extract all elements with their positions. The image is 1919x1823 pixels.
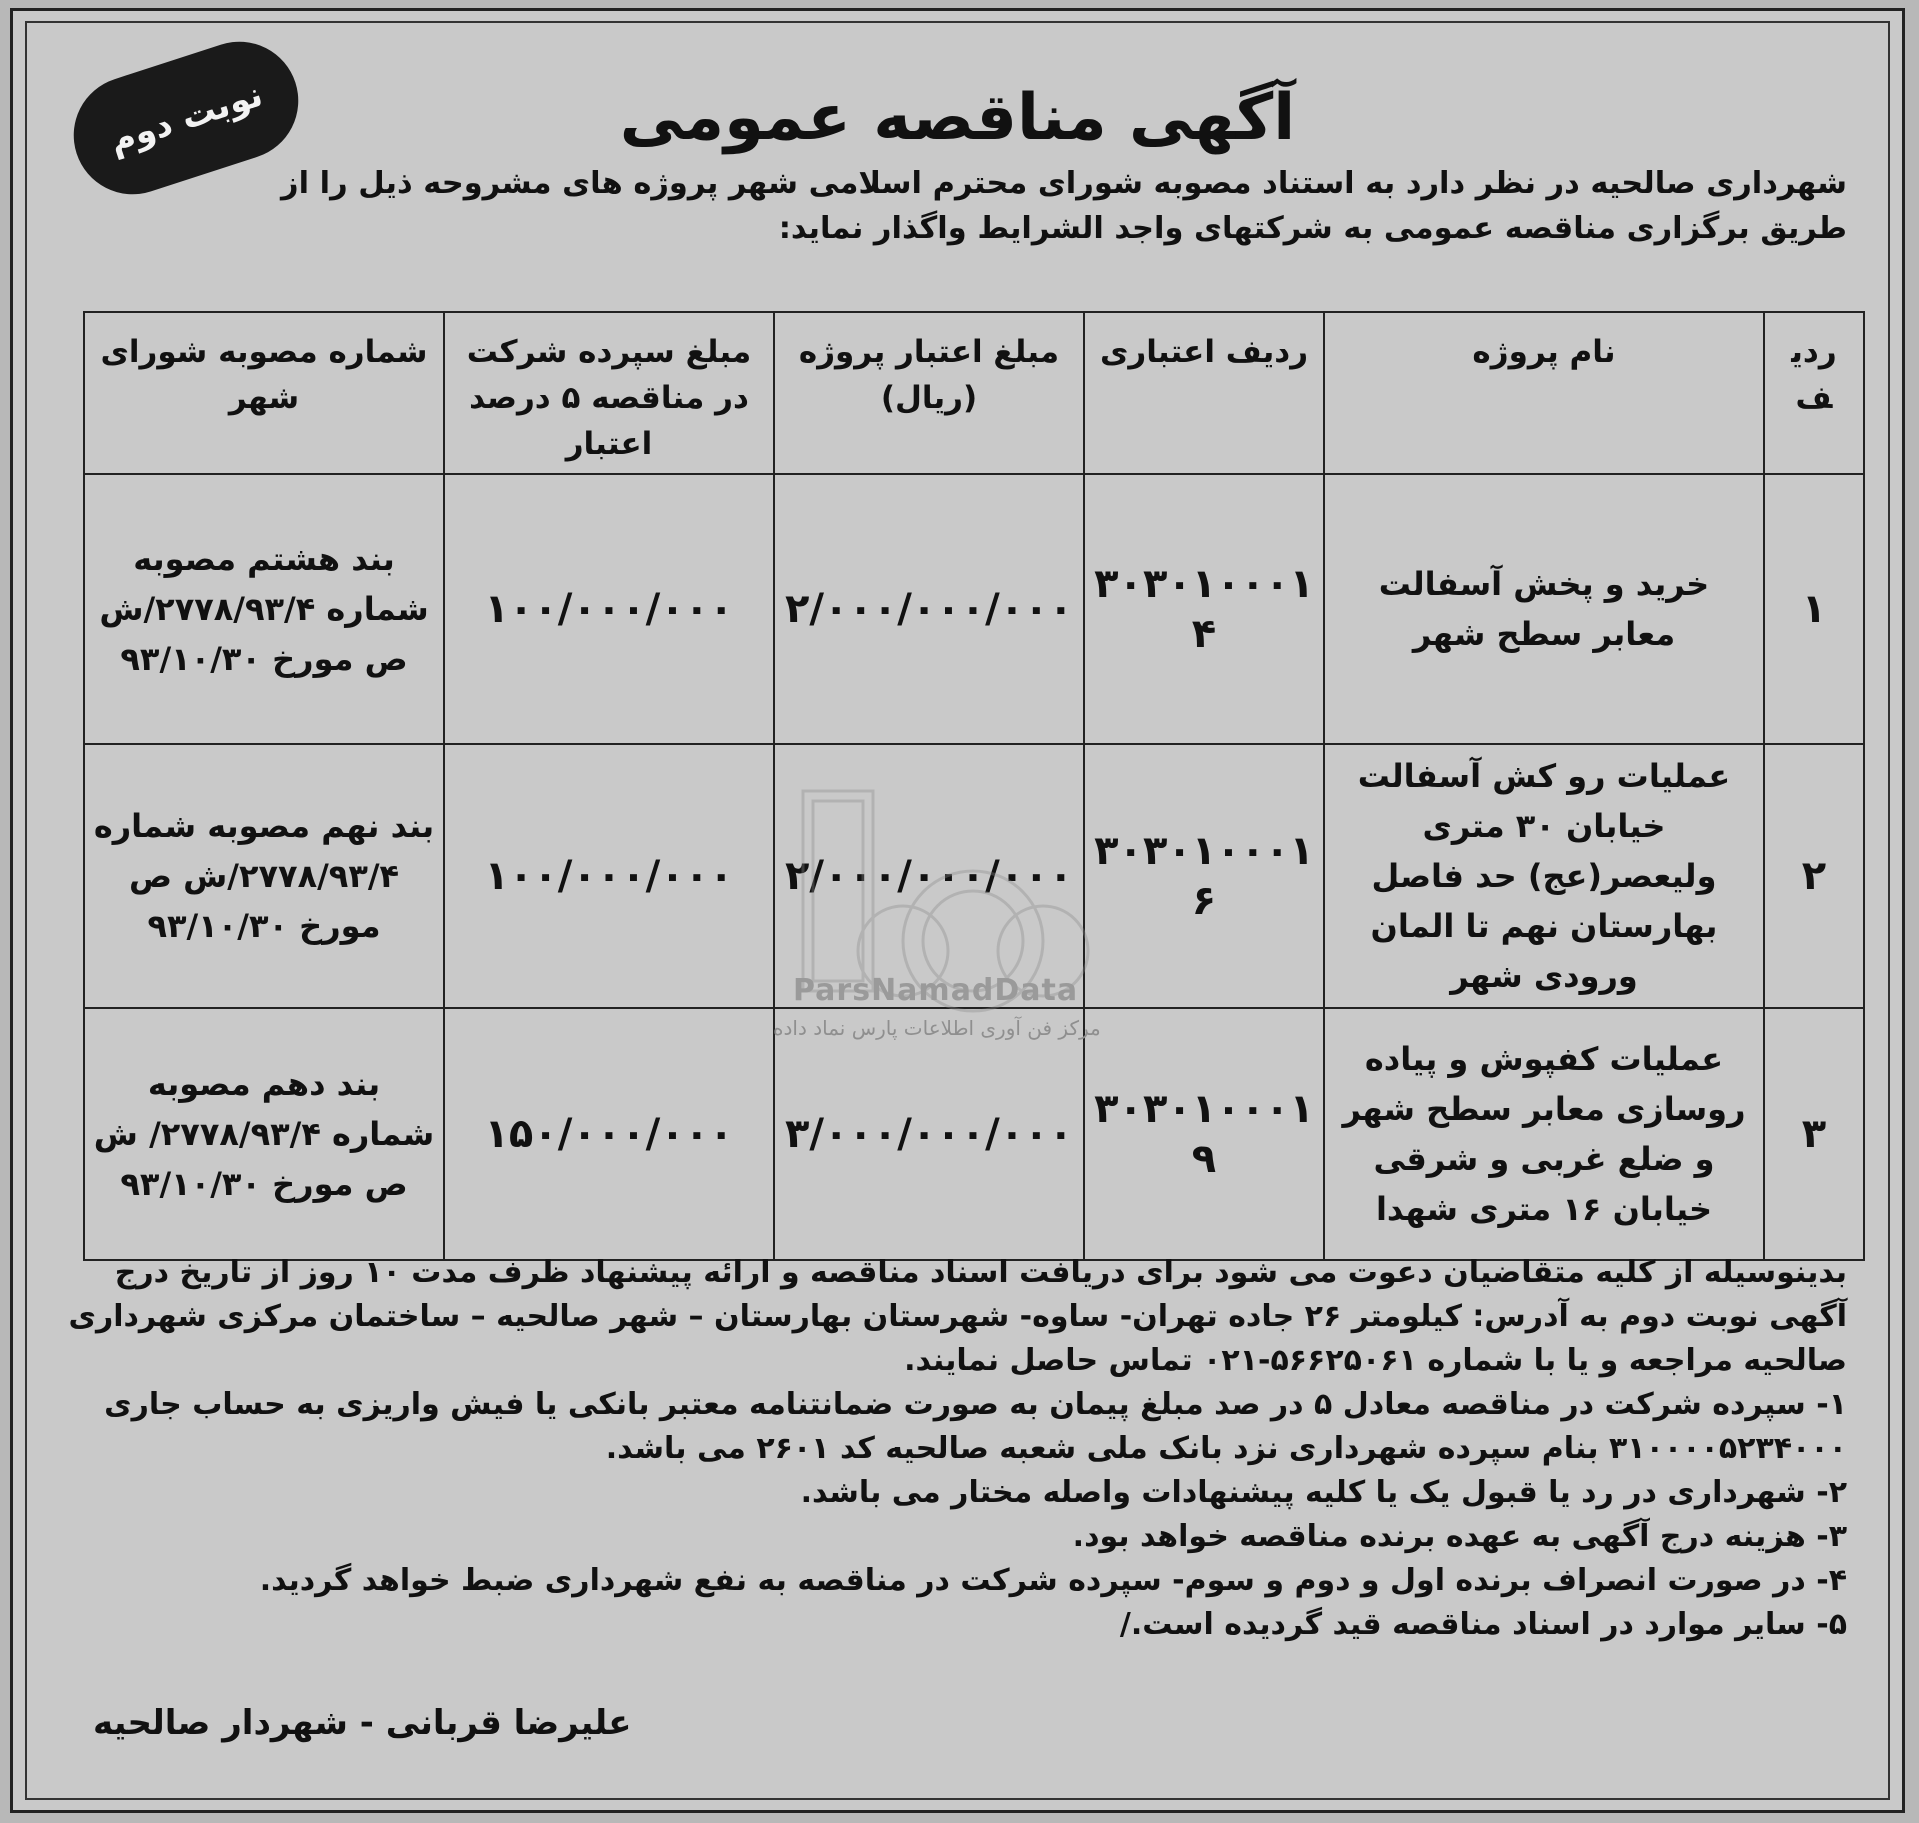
watermark-subtitle: مرکز فن آوری اطلاعات پارس نماد داده [773,1016,1101,1040]
notice-title: آگهی مناقصه عمومی [619,81,1296,155]
cell-budget-code: ۳۰۳۰۱۰۰۰۱۶ [1084,744,1324,1008]
cell-row-number: ۱ [1764,474,1864,744]
cell-project-name: خرید و پخش آسفالت معابر سطح شهر [1324,474,1764,744]
header-budget-code: ردیف اعتباری [1084,312,1324,474]
cell-row-number: ۳ [1764,1008,1864,1260]
condition-item: ۳- هزینه درج آگهی به عهده برنده مناقصه خواهد بود. [1072,1519,1847,1554]
table-row [84,474,1864,744]
condition-item: ۲- شهرداری در رد یا قبول یک یا کلیه پیشنهادات واصله مختار می باشد. [800,1475,1847,1510]
header-project-name: نام پروژه [1324,312,1764,474]
cell-row-number: ۲ [1764,744,1864,1008]
table-header-row [84,312,1864,474]
cell-credit: ۲/۰۰۰/۰۰۰/۰۰۰ [774,744,1084,1008]
table-row [84,1008,1864,1260]
cell-budget-code: ۳۰۳۰۱۰۰۰۱۴ [1084,474,1324,744]
condition-item: ۵- سایر موارد در اسناد مناقصه قید گردیده است./ [1119,1607,1847,1642]
cell-credit: ۳/۰۰۰/۰۰۰/۰۰۰ [774,1008,1084,1260]
cell-approval: بند دهم مصوبه شماره ۲۷۷۸/۹۳/۴/ ش ص مورخ ۹۳/۱۰/۳۰ [84,1008,444,1260]
condition-item: ۱- سپرده شرکت در مناقصه معادل ۵ در صد مبلغ پیمان به صورت ضمانتنامه معتبر بانکی یا فیش واریزی به حساب جاری ۳۱۰۰۰۰۵۲۳۴۰۰۰ بنام سپرده شهرداری نزد بانک ملی شعبه صالحیه کد ۲۶۰۱ می باشد. [104,1387,1847,1466]
cell-project-name: عملیات کفپوش و پیاده روسازی معابر سطح شهر و ضلع غربی و شرقی خیابان ۱۶ متری شهدا [1324,1008,1764,1260]
notice-sheet [10,8,1905,1813]
header-deposit: مبلغ سپرده شرکت در مناقصه ۵ درصد اعتبار [444,312,774,474]
cell-project-name: عملیات رو کش آسفالت خیابان ۳۰ متری ولیعصر(عج) حد فاصل بهارستان نهم تا المان ورودی شهر [1324,744,1764,1008]
signature: علیرضا قربانی - شهردار صالحیه [93,1703,632,1743]
cell-approval: بند هشتم مصوبه شماره ۲۷۷۸/۹۳/۴/ش ص مورخ ۹۳/۱۰/۳۰ [84,474,444,744]
footer-text [57,1251,1847,1647]
condition-item: ۴- در صورت انصراف برنده اول و دوم و سوم- سپرده شرکت در مناقصه به نفع شهرداری ضبط خواهد گردید. [259,1563,1847,1598]
stamp-label: نوبت دوم [104,74,268,162]
header-row-number: ردیف [1764,312,1864,474]
cell-credit: ۲/۰۰۰/۰۰۰/۰۰۰ [774,474,1084,744]
intro-paragraph: شهرداری صالحیه در نظر دارد به استناد مصوبه شورای محترم اسلامی شهر پروژه های مشروحه ذیل را از طریق برگزاری مناقصه عمومی به شرکتهای واجد الشرایط واگذار نماید: [281,166,1847,246]
cell-deposit: ۱۰۰/۰۰۰/۰۰۰ [444,744,774,1008]
invitation-paragraph: بدینوسیله از کلیه متقاضیان دعوت می شود برای دریافت اسناد مناقصه و ارائه پیشنهاد ظرف مدت ۱۰ روز از تاریخ درج آگهی نوبت دوم به آدرس: کیلومتر ۲۶ جاده تهران- ساوه- شهرستان بهارستان – شهر صالحیه – ساختمان مرکزی شهرداری صالحیه مراجعه و یا با شماره ۵۶۶۲۵۰۶۱-۰۲۱ تماس حاصل نمایند. [68,1255,1847,1378]
cell-approval: بند نهم مصوبه شماره ۲۷۷۸/۹۳/۴/ش ص مورخ ۹۳/۱۰/۳۰ [84,744,444,1008]
cell-deposit: ۱۵۰/۰۰۰/۰۰۰ [444,1008,774,1260]
watermark-brand: ParsNamadData [793,973,1079,1008]
header-approval: شماره مصوبه شورای شهر [84,312,444,474]
cell-budget-code: ۳۰۳۰۱۰۰۰۱۹ [1084,1008,1324,1260]
header-credit: مبلغ اعتبار پروژه (ریال) [774,312,1084,474]
cell-deposit: ۱۰۰/۰۰۰/۰۰۰ [444,474,774,744]
